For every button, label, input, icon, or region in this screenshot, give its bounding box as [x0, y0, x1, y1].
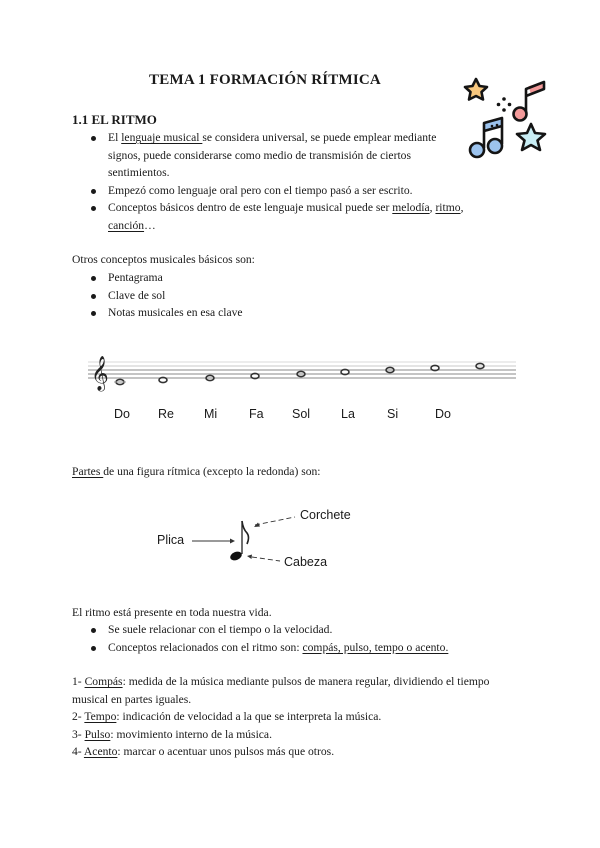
eighth-note-diagram: [180, 505, 300, 570]
term-acento: Acento: [83, 745, 118, 758]
list-item: Pentagrama: [72, 269, 472, 287]
note-label-re: Re: [158, 407, 174, 421]
list-item: Conceptos básicos dentro de este lenguaje musical puede ser melodía, ritmo, canción…: [72, 199, 472, 234]
label-cabeza: Cabeza: [284, 555, 328, 569]
list-item: Se suele relacionar con el tiempo o la velocidad.: [72, 621, 532, 639]
page-title: TEMA 1 FORMACIÓN RÍTMICA: [149, 72, 381, 88]
bullet-text: Empezó como lenguaje oral pero con el tiempo pasó a ser escrito.: [108, 183, 413, 197]
term-ritmo: ritmo: [435, 201, 461, 214]
treble-clef-icon: 𝄞: [91, 356, 109, 391]
list-item: Clave de sol: [72, 287, 472, 305]
music-notes-stars-icon: [462, 76, 558, 160]
bullet-text: El: [108, 131, 122, 144]
rhythm-intro: El ritmo está presente en toda nuestra vida.: [72, 606, 272, 619]
definition-compas: 1- Compás: medida de la música mediante pulsos de manera regular, dividiendo el tiempo musical en partes iguales.: [72, 675, 490, 706]
term-compas: Compás: [84, 675, 123, 688]
music-staff: [88, 350, 528, 392]
other-concepts-list: [72, 269, 472, 322]
term-tempo: Tempo: [84, 710, 117, 723]
related-concepts: compás, pulso, tempo o acento.: [302, 640, 449, 654]
term-pulso: Pulso: [84, 727, 111, 741]
note-label-si: Si: [387, 407, 399, 421]
parts-intro: Partes de una figura rítmica (excepto la redonda) son:: [72, 465, 321, 478]
note-label-mi: Mi: [204, 407, 218, 421]
note-label-la: La: [341, 407, 355, 421]
term-cancion: canción: [108, 218, 145, 232]
definition-pulso: 3- Pulso: movimiento interno de la música.: [72, 727, 272, 741]
note-label-do-high: Do: [435, 407, 451, 421]
definitions-list: [72, 673, 520, 761]
list-item: Conceptos relacionados con el ritmo son: compás, pulso, tempo o acento.: [72, 639, 532, 657]
intro-bullet-list: [72, 129, 472, 234]
section-heading: 1.1 EL RITMO: [72, 112, 157, 127]
bullet-text: Conceptos básicos dentro de este lenguaje musical puede ser: [108, 201, 393, 214]
label-corchete: Corchete: [300, 508, 351, 522]
note-label-sol: Sol: [292, 407, 311, 421]
note-label-fa: Fa: [249, 407, 264, 421]
list-item: Notas musicales en esa clave: [72, 304, 472, 322]
term-lenguaje-musical: lenguaje musical: [121, 131, 203, 144]
definition-acento: 4- Acento: marcar o acentuar unos pulsos más que otros.: [72, 745, 335, 758]
note-label-do: Do: [114, 407, 130, 421]
list-item: [72, 182, 472, 200]
bullet-text: se considera universal, se puede emplear mediante signos, puede considerarse como medio de transmisión de ciertos sentimientos.: [108, 131, 437, 179]
term-partes: Partes: [72, 465, 104, 478]
label-plica: Plica: [157, 533, 185, 547]
bullet-text: …: [144, 218, 156, 232]
definition-tempo: 2- Tempo: indicación de velocidad a la que se interpreta la música.: [72, 710, 382, 723]
other-concepts-intro: Otros conceptos musicales básicos son:: [72, 253, 255, 266]
list-item: [72, 129, 448, 182]
term-melodia: melodía: [392, 201, 430, 214]
rhythm-bullet-list: [72, 621, 532, 656]
